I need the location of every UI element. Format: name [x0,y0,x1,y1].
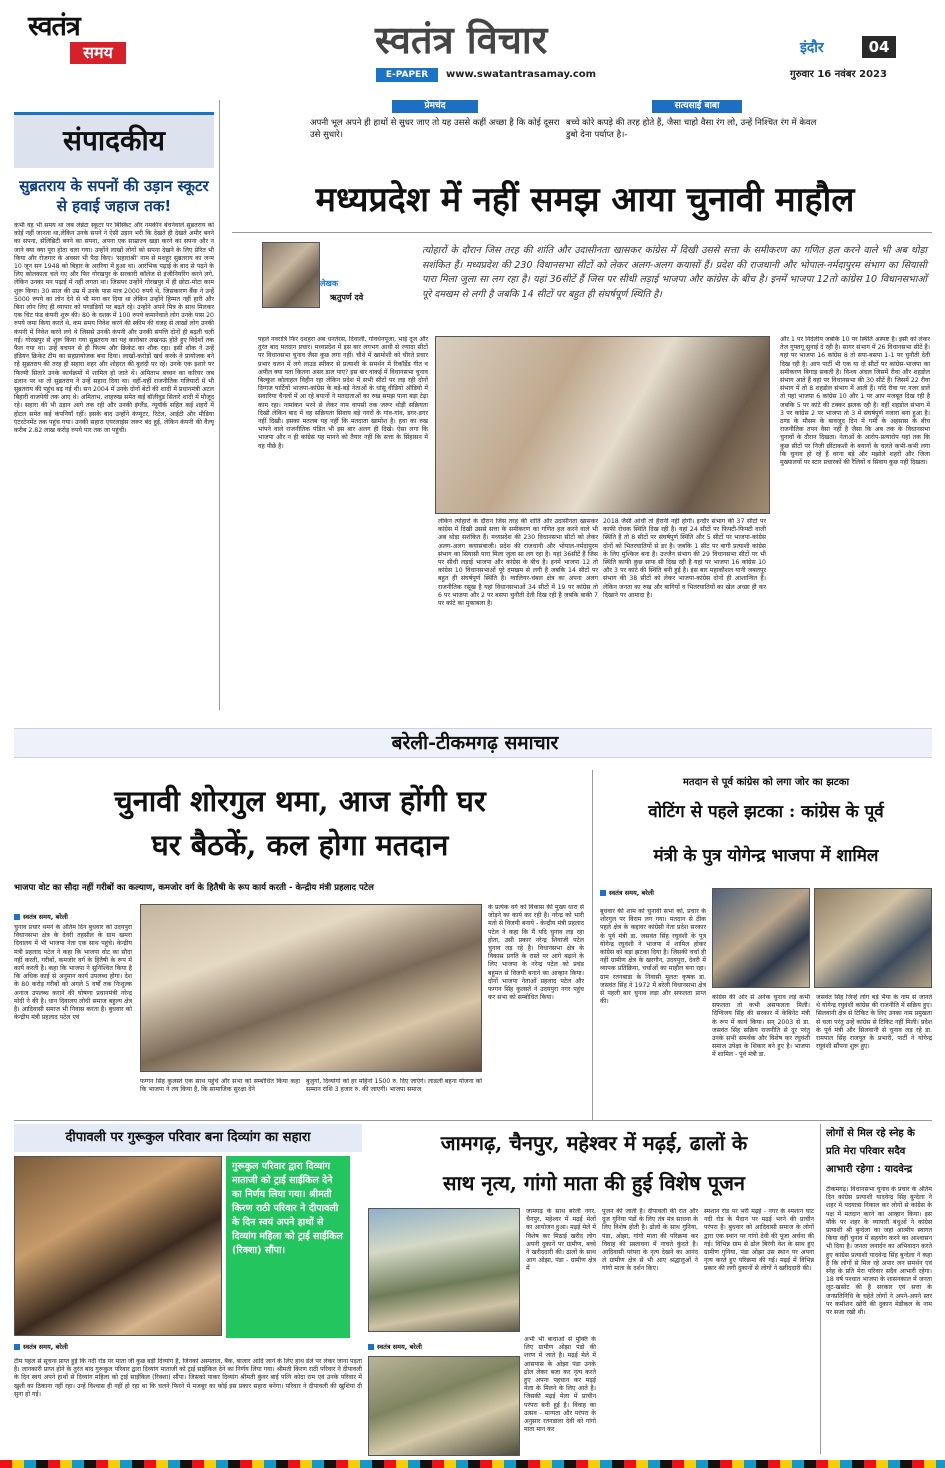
story2-byline-text: स्वतंत्र समय, बरेली [609,889,654,897]
epaper-badge: E-PAPER [376,68,438,82]
lead-intro: त्योहारों के दौरान जिस तरह की शांति और उदासीनता खासकर कांग्रेस में दिखी उससे सत्ता के समीकरण का गणित हल करने वाले भी अब थोड़ा सशंकित हैं। मध्यप्रदेश की 230 विधानसभा सीटों को लेकर अलग-अलग कयासों हैं। प्रदेश की राजधानी और भोपाल-नर्मदापुरम संभाग का सियासी पारा मिला जुला सा लग रहा है। यहां 36सीटें हैं जिस पर सीधी लड़ाई भाजपा और कांग्रेस के बीच है। इनमें भाजपा 12तो कांग्रेस 10 विधानसभाओं पूरे दमखम से लगी है जबकि 14 सीटों पर बहुत ही संघर्षपूर्ण स्थिति है। [422,245,927,300]
story4-byline [368,1342,488,1351]
story1-col-4: के प्रत्येक वर्ग को विकास की मुख्य धारा से जोड़ने का कार्य कर रही है। नरेन्द्र को भारी मतो से विजयी बनाये - केन्द्रीय मंत्री प्रहलाद पटेल ने कहा कि मैं यदि चुनाव लड़ रहा होता, उसी प्रकार नरेन्द्र शिवाजी पटेल चुनाव लड़ रहे है। विधानसभा क्षेत्र के विकास प्रगति के रास्ते पर आगे बढ़ाने के लिए भाजपा के नरेन्द्र पटेल को प्रचंड बहुमत से विजयी बनाने का आव्हान किया। दोनों भाजपा नेताओं प्रहलाद पटेल और फग्गन सिंह कुलस्ते ने उदयपुरा नगर पहुंच कर सभा को सम्बोधित किया। [488,904,584,1002]
story5-divider [820,1124,821,1454]
story-divider-vertical [592,770,593,1120]
story3-body: टीम पहल से सूचना प्राप्त हुई कि नदी रोड पर माता जी कुछ बड़ी दिव्यांग है, जिनको अस्पताल, बैंक, बाजार आदि जाने के लिए हाथ डेले पर लेकर जाना पड़ता है। जानकारी प्राप्त होने के तुरंत बाद गुरूकुल परिवार द्वारा दिव्यांग माताजी को ट्राई साईकिल देने का निर्णय लिया गया। श्रीमती किरण राठी परिवार ने दीपावली के दिन स्वयं अपने हाथों से दिव्यांग महिला को ट्राई साईकिल (रिक्शा) सौंपा। जिसको पाकर दिव्यांग श्रीमती कुंवर बाई पत्नि कोदा राम एवं उनके परिवार में खुशी का ठिकाना नहीं रहा। उन्हें विश्वास ही नहीं हो रहा था कि चलने फिरने में मजबूर का कोई इस प्रकार सहारा बनेगा। परिवार ने दीपावली की खुशियां दी सुना हो गई। [14,1358,362,1398]
story3-byline [14,1342,134,1351]
story5-headline-1: लोगों से मिल रहे स्नेह के [826,1128,915,1139]
story2-photo-1 [712,888,810,988]
author-label: लेखक [320,279,339,288]
city-label: इंदौर [800,40,824,56]
section-divider-horizontal [14,1120,932,1121]
story1-col-2: फग्गन सिंह कुलस्ते एक साथ पहुंचे और सभा को सम्बोधित किया कहा कि भाजपा ने तय किया है, कि सामाजिक सुरक्षा देने [140,1078,300,1094]
story2-kicker: मतदान से पूर्व कांग्रेस को लगा जोर का झटका [682,777,850,788]
region-banner: बरेली-टीकमगढ़ समाचार [391,732,559,754]
logo-top-text: स्वतंत्र [28,11,80,42]
story2-photo-2 [814,888,932,988]
logo-bottom-text: समय [70,42,126,64]
site-url[interactable]: www.swatantrasamay.com [446,69,597,80]
story2-col-2: कांग्रेस की ओर से अनेक चुनाव लड़े कभी सफलता तो कभी असफलता मिली। दिग्विजय सिंह की सरकार में केबिनेट मंत्री के रूप में कार्य किया। सन् 2003 से डा. जसवंत सिंह सक्रिय राजनीति से दूर परंतु उनके सभी समर्थक और विशेष कर रघुवंशी समाज उपेक्षा के शिकार बने हुए है। भाजपा में शामिल - पूर्व मंत्री डा. [712,994,810,1059]
story1-col-1: चुनाव प्रचार थमने के अंतिम दिन बुधवार को उदयपुरा विधानसभा क्षेत्र के देवरी तहसील के ग्राम खमरा दिवालय में भी भाजपा नेता एक साथ पहुंचे। केन्द्रीय मंत्री प्रहलाद पटेल ने कहा कि भाजपा वोट का सौदा नहीं करती, गरीबों, कमजोर वर्ग के हितैषी के रूप में कार्य करती है। कहा कि भाजपा ने सुनिश्चित किया है कि अधिक काई से अनुमान कार्य उपलब्ध होगा। देश के 80 करोड़ गरीबों को अगले 5 वर्षों तक निःशुल्क अनाज उपलब्ध कराने की घोषणा प्रधानमंत्री नरेन्द्र मोदी ने की है। धान दिवालय लोधी समाज बहुल्य क्षेत्र है। आदिवासी समाज भी निवास करता है। बुधवार को केन्द्रीय मंत्री प्रहलाद पटेल एवं [14,924,132,1022]
byline-marker-icon [368,1344,374,1350]
byline-marker-icon [14,1344,20,1350]
story1-subhead: भाजपा वोट का सौदा नहीं गरीबों का कल्याण, कमजोर वर्ग के हितैषी के रूप कार्य करती - केन्द्रीय मंत्री प्रहलाद पटेल [14,883,374,893]
story4-photo-2 [368,1356,520,1456]
editorial-body: कभी वह भी समय था जब लंब्रेटा स्कूटर पर बिस्किट और नमकीन बेचनेवाले सुब्रतराय को कोई नहीं जानता था,लेकिन उनके सपने ने ऐसी उड़ान भरी कि देखते ही देखते अमीर बनने का सपना, सेलिब्रिटी बनने का सपना, अपना एक साम्राज्य खड़ा करने का सपना और न जाने क्या क्या पूरा होता चला गया। उन्होंने लाखों लोगों को सपना देखने के लिए प्रेरित भी किया और रोजगार के अवसर भी पैदा किए। 'सहाराश्री' नाम से मशहूर सुब्रतराय का जन्म 10 जून सन 1948 को बिहार के अररिया में हुआ था। आरंभिक पढ़ाई के बाद से पढ़ने के लिए कोलकाता चले गए और फिर गोरखपुर के सरकारी कॉलेज से इंजीनियरिंग करने लगे, लेकिन उनका मन पढ़ाई में नहीं लगता था। जिसपर उन्होंने गोरखपुर में ही छोटा-मोटा काम शुरू किया। 30 साल की उम्र में उनके पास मात्र 2000 रुपये थे, जिसकारण बैंक ने उन्हें 5000 रुपये का लोन देने से भी मना कर दिया था लेकिन उन्होंने हिम्मत नहीं हारी और बिना लोन लिए ही व्यापार को पगडंडियों पर बढ़ते रहे। उन्होंने अपने मित्र के साथ मिलकर एक चिट फंड कंपनी शुरू की। 80 के दशक में 100 रुपये कमानेवाले लोग उनके पास 20 रुपये जमा किया करते थे, कम समय निवेश करने की स्कीम की वजह से लाखों लोग उनकी कंपनी में निवेश करने लगे थे जिससे उनकी कंपनी और उनकी संपत्ति दोनों ही बढ़ती चली गई। गोरखपुर से शुरू किया गया सुब्रतराय का यह कारोबार लखनऊ होते हुए विदेशों तक फैल गया था। उन्हें बचपन से ही फिल्म और क्रिकेट का शौक रहा। इसी शौक ने उन्हें इंडियन क्रिकेट टीम का सहप्रायोजक बना दिया। लाखों-करोड़ों खर्च करके वे प्रायोजक बने रहे सुब्रतराय की तरह ही सहारा शहर और शोहरत की बुलंदी पर रहे। उनके एक इशारे पर फिल्मी सितारे उनके कार्यक्रमों में शामिल हो जाते थे। अमिताभ बच्चन का करियर जब ढलान पर था तो सुब्रतराय ने उन्हें सहारा दिया था। वहीं-वहीं राजनीतिक गलियारों में भी सुब्रतराय की पहुंच बढ़ गई थी। सन 2004 में उनके दोनों बेटों की शादी में प्रधानमंत्री अटल बिहारी वाजपेयी तक आए थे। अमिताभ, शाहरुख समेत कई बॉलीवुड सितारे शादी में मौजूद रहे। सहारा की भी उड़ान आगे तक रही और उनकी इंग्लैंड, न्यूयॉर्क सहित कई शहरों में होटल समेत कई कंपनियाँ रहीं। इसके बाद उन्होंने कंप्यूटर, रिटेल, आईटी और मीडिया एंटरटेनमेंट तक पहुंच गया। उनकी सहारा एयरलाइंस जरूर बंद हुई, लेकिन कंपनी की वैल्यू करीब 2.82 लाख करोड़ रुपये पार तक जा पहुंची। [14,222,214,435]
lead-photo [435,336,770,514]
editorial-headline: सुब्रतराय के सपनों की उड़ान स्कूटर से हवाई जहाज तक! [19,177,209,215]
lead-headline-rule [232,232,932,233]
story2-headline-2: मंत्री के पुत्र योगेन्द्र भाजपा में शामिल [653,846,879,866]
author-photo [262,242,320,308]
lead-col-3: 2018 जैसी आंधी तो हैरानी नहीं होगी। इन्दौर संभाग की 37 सीटों पर काफी रोचक स्थिति दिख रही है। यहां 24 सीटों पर फिफ्टी-फिफ्टी वाली स्थिति है तो 8 सीटों पर संघर्षपूर्ण स्थिति और 5 सीटों पर भाजपा-कांग्रेस दोनों को भितरघातियों से डर है। जबकि 1 सीट पर बागी प्रत्याशी कांग्रेस के लिए मुश्किल बना है। उज्जैन संभाग की 29 विधानसभा सीटों पर भी स्थिति काफी कुछ साफ सी दिख रही है यहां पर भाजपा 16 कांग्रेस 10 और 3 पर कांटे की स्थिति बनी हुई है। इस बार महाकौशल यानी जबलपुर संभाग की 38 सीटों को लेकर भाजपा-कांग्रेस दोनों ही आशान्वित हैं। लेकिन जनता का रुख और बागियों व भितरघातियों का खेल अच्छा ही कर दिखाने पर आमादा है। [603,518,766,599]
story2-byline [600,888,710,897]
story3-headline: दीपावली पर गुरूकुल परिवार बना दिव्यांग का सहारा [14,1124,362,1152]
quote-text-premchand: अपनी भूल अपने ही हाथों से सुधर जाए तो यह उससे कहीं अच्छा है कि कोई दूसरा उसे सुधारे। [310,118,560,140]
quote-satyasai [566,100,828,156]
quote-author-satyasai: सत्यसाई बाबा [652,100,742,113]
story5-body: टीकमगढ़। विधानसभा चुनाव के प्रचार के अंतिम दिन कांग्रेस प्रत्याशी यादवेन्द्र सिंह बुन्देला ने शहर में पदयात्रा निकाल कर लोगों से कांग्रेस के पक्ष में मतदान करने का आव्हान किया। इस मौके पर शहर के व्यापारी बंधुओं ने कांग्रेस प्रत्याशी श्री बुन्देला का जहां आत्मीय स्वागत किया वहीं चुनाव में सहयोग करने का आश्वासन भी दिया है। जनता जनार्दन का अभिवादन करते हुए कांग्रेस प्रत्याशी यादवेन्द्र सिंह बुन्देला ने कहा है कि लोगों से मिल रहे अपार जन समर्थन एवं स्नेह के प्रति मेरा परिवार सदैव आभारी रहेगा। 18 वर्ष पश्चात भाजपा के शासनकाल में जनता लूट-खसोट की है सरकार एवं सत्ता के जनप्रतिनिधि के चहेते लोगों ने अपने-अपने स्तर पर कमीशन खोरी की दुकान मेडीकल के नाम पर सजा रखी थी। [826,1186,932,1317]
story3-callout: गुरूकुल परिवार द्वारा दिव्यांग माताजी को ट्राई साईकिल देने का निर्णय लिया गया। श्रीमती किरण राठी परिवार ने दीपावली के दिन स्वयं अपने हाथों से दिव्यांग महिला को ट्राई साईकिल (रिक्शा) सौंपा। [226,1156,350,1338]
author-name: ऋतुपर्ण दवे [330,293,364,302]
quote-premchand [310,100,560,156]
story1-headline-2: घर बैठकें, कल होगा मतदान [151,828,449,862]
story4-byline-text: स्वतंत्र समय, बरेली [377,1343,422,1351]
story4-headline-2: साथ नृत्य, गांगो माता की हुई विशेष पूजन [442,1171,746,1195]
page-title: स्वतंत्र विचार [375,17,548,62]
story1-byline-text: स्वतंत्र समय, बरेली [23,913,68,921]
story4-headline-1: जामगढ़, चैनपुर, महेश्वर में मढ़ई, ढालों के [440,1131,748,1155]
story4-col-1: जामगढ़ के साथ बरेली नगर, चैनपुर, महेश्वर में मढ़ई मेलों का आयोजन हुआ। मढ़ई मेले में विशेष कर मिठाई खरीद लोग अपनी दुकानें पर ग्रामीण, बच्चे ने खरीददारी की। ढालों के साथ आग ओझा, पंडा - ग्रामीण क्षेत्र में [526,1208,596,1273]
byline-marker-icon [14,914,20,920]
registration-strip [0,1460,945,1468]
editorial-section-title: संपादकीय [14,112,214,168]
issue-date: गुरुवार 16 नवंबर 2023 [790,69,887,80]
logo[interactable] [28,12,130,76]
story5-headline-3: आभारी रहेगा : यादवेन्द्र [826,1164,913,1175]
quote-author-premchand: प्रेमचंद [392,100,478,113]
editorial-divider [219,100,220,710]
story4-photo-1 [368,1208,520,1332]
story3-byline-text: स्वतंत्र समय, बरेली [23,1343,68,1351]
lead-col-2: लेकिन त्योहारों के दौरान जिस तरह की शांति और उदासीनता खासकर कांग्रेस में दिखी उससे सत्ता के समीकरण का गणित हल करने वाले भी अब थोड़ा सशंकित हैं। मध्यप्रदेश की 230 विधानसभा सीटों को लेकर अलग-अलग कयासबाजी। प्रदेश की राजधानी और भोपाल-नर्मदापुरम संभाग का सियासी पारा मिला जुला सा लग रहा है। यहां 36सीटें हैं जिस पर सीधी लड़ाई भाजपा और कांग्रेस के बीच है। इनमें भाजपा 12 तो कांग्रेस 10 विधानसभाओं पूरे दमखम से लगी है जबकि 14 सीटों पर बहुत ही संघर्षपूर्ण स्थिति है। ग्वालियर-चंबल क्षेत्र का अपना अलग राजनीतिक रसूख है यहां विधानसभाओं 34 सीटों में 19 पर कांग्रेस तो 6 पर भाजपा और 2 पर बसपा चुनौती देती दिख रही है जबकि बाकी 7 पर कांटे का मुकाबला है। [438,518,598,608]
quote-text-satyasai: बच्चे कोरे कपड़े की तरह होते हैं, जैसा चाहो वैसा रंग लो, उन्हें निश्चित रंग में केवल डुबो देना पर्याप्त है।- [566,118,817,140]
story4-col-3: पूजन की जाती है। दीपावली की रात और दूज गुनिया पंडों के लिए तंत्र मंत्र साधना के लिए विशेष होती है। ढोलो के साथ गुनिया, पंडा, ओझा, गांगो माता की परिक्रमा कर विवाह की प्रस्तावना में नाचते कुंदते है। आदिवासी परंपरा के नृत्य देखने का आनंद ले ग्रामीण क्षेत्र से भी आए श्रद्धालुओं ने गांगो माता के दर्शन किए। [602,1208,698,1273]
story2-col-1: बुधवार की शाम को चुनावी सभा को, प्रचार के शोरगुल पर विराम लग गया। मतदान से ठीक पहले क्षेत्र के कद्दावर कांग्रेसी नेता प्रदेश सरकार के पूर्व मंत्री डा. जसवंत सिंह रघुवंशी के पुत्र योगेन्द्र रघुवंशी ने भाजपा में शामिल होकर कांग्रेस को बड़ा झटका दिया है। जिसकी चर्चा ही नहीं ग्रामीण क्षेत्र के खरगौन, उदयपुरा, देवरी में व्यापक प्रतिक्रिया, चर्चाओं का माहौल बना रहा। ग्राम रतनबाडा के निवासी मूलतः कृषक डा. जसवंत सिंह ने 1972 में बरेली विधानसभा क्षेत्र से पहली बार चुनाव लड़ा और सफलता प्राप्त की। [600,908,706,1006]
lead-col-1: पहले नवरात्रि फिर दशहरा अब धनतेरस, दिवाली, गोवर्धनपूजा, भाई दूज और तुरंत बाद मतदान प्रचार। मध्यप्रदेश में इस बार लगभग आधी से ज्यादा सीटों पर विधानसभा चुनाव जैसा कुछ लगा नहीं। चौथे में खामोशी को चीरते प्रचार प्रभार चलन में लगे लाउड स्पीकर से प्रत्याशी के समर्थन में रिकॉर्डेड गीत व अपील क्या पता कितना असर डाल पाए? इस बार वाकई में विधानसभा चुनाव बिल्कुल कोलाहल विहीन रहा लेकिन प्रदेश में सभी सीटों पर लड़ रही दोनों दिग्गज पार्टियों भाजपा-कांग्रेस के बड़े-बड़े नेताओं के धांसू वीडियो ऑडियो में सवारिया चैनलों में आ रहे बयानों ने मतदाताओं का रुख समझ पाना बड़ा टेढ़ा काम रहा। नामांकन भरने से लेकर नाम वापसी तक जरूर थोड़ी सक्रियता दिखी लेकिन बाद में वह सक्रियता सिवाय बड़े नगरों के गांव-गांव, डगर-डगर नहीं दिखी। इसका मतलब यह नहीं कि मतदाता खामोश है। हवा का रुख भांपने वाले राजनीतिक पंडित भी इस बार अलग ही दिखे। ऐसा लगा कि भाजपा और न ही कांग्रेस यह मानने को तैयार नहीं कि सत्ता के सिंहासन में वह पीछे है। [258,336,428,450]
story2-headline-1: वोटिंग से पहले झटका : कांग्रेस के पूर्व [648,802,884,822]
story1-photo [140,904,482,1072]
editorial-column [14,112,214,712]
lead-col-4: और 1 पर निर्दलीय जबकि 10 पर स्थिति अस्पष्ट है। इसी को लेकर तेज गुफ्तगू सुनाई दे रही है। सागर संभाग में 26 विधानसभा सीटें हैं। यहां पर भाजपा 16 कांग्रेस 8 तो सपा-बसपा 1-1 पर चुनौती देती दिख रही है। आप पार्टी भी एक या दो सीटों पर कांग्रेस-भाजपा का समीकरण बिगाड़ सकती है। विन्ध्य अंचल जिसमें रीवा और शहडोल संभाग आते हैं वहां पर विधानसभा की 30 सीटें हैं। जिसमें 22 रीवा संभाग में तो 8 शहडोल संभाग में आती हैं। यदि रीवा पर नजर डालें तो यहां भाजपा 6 कांग्रेस 10 और 1 पर आप मजबूत दिख रही है जबकि 5 पर कांटे की टक्कर झलक रही है। वहीं शहडोल संभाग में 3 पर कांग्रेस 2 पर भाजपा तो 3 में संघर्षपूर्ण नजारा बना हुआ है। ठण्ड के मौसम के बावजूद दिन में गर्मी के अहसास के बीच राजनीतिक तपन वैसा नहीं है जैसा कि अब तक के विधानसभा चुनावों के दौरान दिखता। नेताओं के आरोप-प्रत्यारोप यहां तक कि कुछ सीटों पर निजी छींटाकशी के बयानों के चलते कभी-कभी लगा कि चुनाव हो रहे हैं वरना बड़े और मझोले शहरों और जिला मुख्यालयों पर स्टार प्रचारकों की रैलियों व सिवाय कुछ नहीं दिखता। [780,336,930,467]
story3-photo [14,1156,222,1336]
byline-marker-icon [600,890,606,896]
masthead [0,0,945,90]
story1-byline [14,912,134,921]
story5-headline-2: प्रति मेरा परिवार सदैव [826,1146,906,1157]
lead-headline: मध्यप्रदेश में नहीं समझ आया चुनावी माहौल [315,180,855,220]
story1-col-3: बुजुर्गो, दिव्यांगो को हर महिनो 1500 रु. दिए जाएंगे। लाडली बहना योजना को सम्मान राशि 3 हजार रु. की जाएगी। भाजपा समाज [306,1078,482,1094]
story4-col-4: स्मशान रोड पर भरी मढ़ई - नगर के श्मशान घाट नदी रोड के मैदान पर मढ़ई भरने की प्राचीन परंपरा है। बुधवार को आदिवासी समाज के लोगों द्वारा एक स्थान पर गांगो देवी की पूजा अर्चना की गई। विभिन्न ग्राम से ढोल बिरंगी वेश के साथ हुए ग्रामीण गुनिया, पंडा ओझा उस स्थान पर अपना नृत्य करते हुए परिक्रमा की गई। मढ़ई में विभिन्न प्रकार की लगी दुकानों से लोगों ने खरीददारी की। [704,1208,814,1273]
story4-col-2: अभी भी बाधाओं से मुक्ति के लिए ग्रामीण ओझा पंडो की शरण में जाते है। मढ़ई मेले में आसपास के ओझा पंडा उनके ढोल लेकर बजा कर नृत्य करते हुए अपना पहचान कर मढ़ई मेला के मिलने के लिए आते है। जिसकी मढ़ई मेला में प्राचीन परंपरा बनी हुई है। विवाह का उत्सव - मान्यता और परंपरा के अनुसार रतनडाला देवी को गांगो माता मान कर [524,1336,596,1434]
story1-headline-1: चुनावी शोरगुल थमा, आज होंगी घर [114,784,486,818]
page-number: 04 [862,36,896,58]
story2-col-3: जसवंत सिंह जिन्हें लोग बड़े भैया के नाम से जानते थे योगेन्द्र रघुवंशी कांग्रेस की राजनीति में सक्रिय हुए। सिलवानी क्षेत्र से टिकिट के लिए उनका नाम प्रमुखता से चला परंतु उन्हें कांग्रेस से टिकिट नहीं मिली। प्रदेश के पूर्व मंत्री और सिलवानी से चुनाव लड़ रहे डा. रामपाल सिंह राजपूत के प्रभारी, पार्टी ने योगेन्द्र रघुवंशी सौंपना शुरू हुए। [816,994,932,1051]
